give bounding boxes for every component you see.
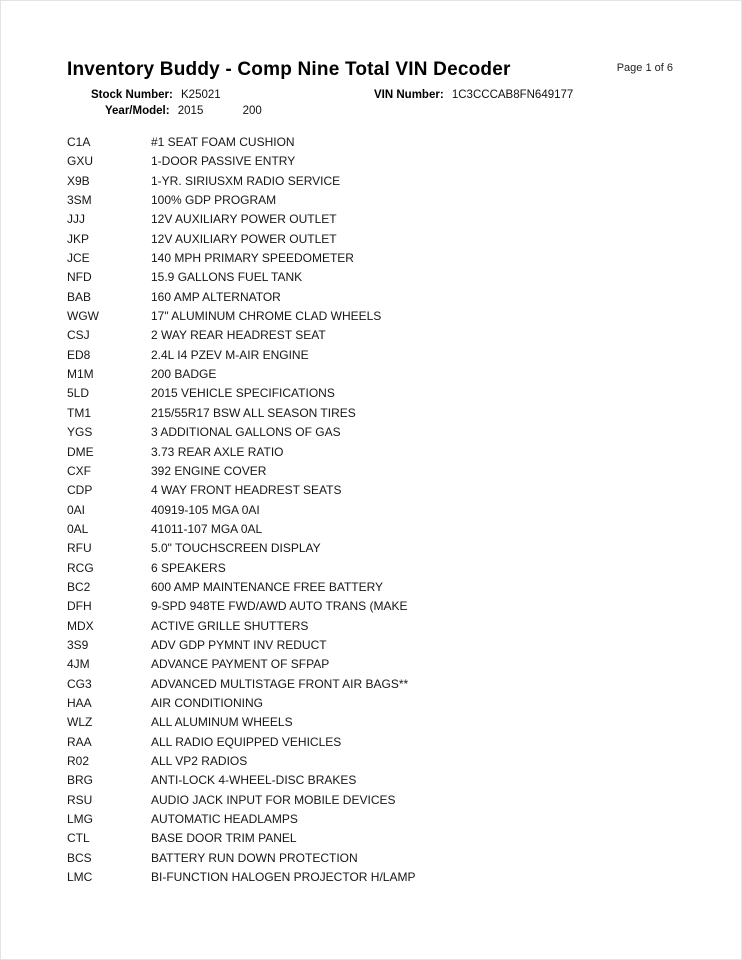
- feature-description: 200 BADGE: [151, 367, 217, 382]
- year-model-label: Year/Model:: [105, 105, 170, 117]
- table-row: [67, 307, 707, 326]
- feature-code: M1M: [67, 367, 94, 382]
- feature-description: 160 AMP ALTERNATOR: [151, 289, 281, 304]
- feature-description: BI-FUNCTION HALOGEN PROJECTOR H/LAMP: [151, 870, 416, 885]
- table-row: [67, 404, 707, 423]
- year-value: 2015: [177, 105, 204, 117]
- feature-description: 40919-105 MGA 0AI: [151, 502, 260, 517]
- table-row: [67, 752, 707, 771]
- feature-description: 100% GDP PROGRAM: [151, 193, 277, 208]
- feature-description: ANTI-LOCK 4-WHEEL-DISC BRAKES: [151, 773, 357, 788]
- table-row: [67, 152, 707, 171]
- feature-description: AUTOMATIC HEADLAMPS: [151, 812, 298, 827]
- page-content: [67, 59, 707, 887]
- stock-number-value: K25021: [181, 89, 221, 101]
- feature-list: [67, 133, 707, 887]
- table-row: [67, 655, 707, 674]
- table-row: [67, 249, 707, 268]
- table-row: [67, 539, 707, 558]
- feature-code: BC2: [67, 579, 91, 594]
- feature-description: ALL VP2 RADIOS: [151, 754, 248, 768]
- table-row: [67, 636, 707, 655]
- feature-description: 4 WAY FRONT HEADREST SEATS: [151, 483, 342, 498]
- table-row: [67, 133, 707, 152]
- feature-description: BASE DOOR TRIM PANEL: [151, 831, 297, 846]
- table-row: [67, 172, 707, 191]
- table-row: [67, 771, 707, 790]
- table-row: [67, 597, 707, 616]
- table-row: [67, 501, 707, 520]
- feature-code: CXF: [67, 463, 91, 478]
- feature-description: ADVANCE PAYMENT OF SFPAP: [151, 657, 330, 672]
- feature-description: ALL RADIO EQUIPPED VEHICLES: [151, 734, 342, 749]
- feature-code: DFH: [67, 599, 92, 614]
- meta-row-year-model: [105, 103, 707, 119]
- feature-code: 5LD: [67, 386, 90, 401]
- feature-code: TM1: [67, 405, 91, 420]
- feature-description: 1-DOOR PASSIVE ENTRY: [151, 154, 296, 169]
- vehicle-meta: [67, 87, 707, 119]
- feature-code: CG3: [67, 676, 92, 691]
- feature-code: BAB: [67, 289, 92, 304]
- table-row: [67, 423, 707, 442]
- feature-code: CDP: [67, 483, 93, 498]
- feature-description: 17" ALUMINUM CHROME CLAD WHEELS: [151, 309, 382, 324]
- feature-description: #1 SEAT FOAM CUSHION: [151, 135, 295, 149]
- feature-description: BATTERY RUN DOWN PROTECTION: [151, 850, 358, 865]
- feature-description: 392 ENGINE COVER: [151, 463, 267, 478]
- feature-code: RCG: [67, 560, 94, 575]
- feature-description: 215/55R17 BSW ALL SEASON TIRES: [151, 405, 356, 420]
- feature-code: HAA: [67, 695, 92, 710]
- vin-number-value: 1C3CCCAB8FN649177: [451, 89, 574, 101]
- table-row: [67, 829, 707, 848]
- feature-code: R02: [67, 754, 90, 768]
- feature-code: RFU: [67, 541, 92, 556]
- vin-number-label: VIN Number:: [374, 89, 444, 101]
- feature-description: ADVANCED MULTISTAGE FRONT AIR BAGS**: [151, 676, 409, 691]
- table-row: [67, 326, 707, 345]
- table-row: [67, 849, 707, 868]
- feature-description: 3 ADDITIONAL GALLONS OF GAS: [151, 425, 341, 440]
- feature-description: 12V AUXILIARY POWER OUTLET: [151, 231, 337, 246]
- feature-code: GXU: [67, 154, 94, 169]
- table-row: [67, 694, 707, 713]
- feature-code: BRG: [67, 773, 94, 788]
- feature-code: MDX: [67, 618, 94, 633]
- feature-description: 3.73 REAR AXLE RATIO: [151, 444, 284, 459]
- feature-code: CTL: [67, 831, 90, 846]
- table-row: [67, 443, 707, 462]
- feature-description: ALL ALUMINUM WHEELS: [151, 715, 293, 730]
- feature-description: AIR CONDITIONING: [151, 695, 264, 710]
- table-row: [67, 559, 707, 578]
- table-row: [67, 810, 707, 829]
- feature-code: 0AL: [67, 521, 89, 536]
- stock-number-label: Stock Number:: [91, 89, 173, 101]
- feature-code: JCE: [67, 251, 90, 266]
- table-row: [67, 230, 707, 249]
- feature-code: NFD: [67, 270, 92, 285]
- feature-code: DME: [67, 444, 94, 459]
- table-row: [67, 462, 707, 481]
- meta-row-stock-vin: [67, 87, 707, 103]
- feature-description: 2 WAY REAR HEADREST SEAT: [151, 328, 326, 343]
- feature-description: AUDIO JACK INPUT FOR MOBILE DEVICES: [151, 792, 396, 807]
- vin-number-group: [374, 87, 573, 103]
- feature-code: LMG: [67, 812, 94, 827]
- feature-code: ED8: [67, 347, 91, 362]
- feature-description: 9-SPD 948TE FWD/AWD AUTO TRANS (MAKE: [151, 599, 408, 614]
- feature-code: 4JM: [67, 657, 90, 672]
- page-number: Page 1 of 6: [616, 62, 673, 74]
- feature-description: 1-YR. SIRIUSXM RADIO SERVICE: [151, 173, 341, 188]
- feature-code: 3SM: [67, 193, 92, 208]
- feature-description: 5.0" TOUCHSCREEN DISPLAY: [151, 541, 321, 556]
- table-row: [67, 288, 707, 307]
- table-row: [67, 520, 707, 539]
- table-row: [67, 365, 707, 384]
- table-row: [67, 384, 707, 403]
- feature-description: 15.9 GALLONS FUEL TANK: [151, 270, 303, 285]
- feature-code: 0AI: [67, 502, 86, 517]
- table-row: [67, 617, 707, 636]
- table-row: [67, 210, 707, 229]
- feature-description: ACTIVE GRILLE SHUTTERS: [151, 618, 309, 633]
- feature-description: 2015 VEHICLE SPECIFICATIONS: [151, 386, 335, 401]
- page-title: Inventory Buddy - Comp Nine Total VIN Decoder: [67, 59, 511, 80]
- feature-code: YGS: [67, 425, 93, 440]
- table-row: [67, 733, 707, 752]
- feature-description: 600 AMP MAINTENANCE FREE BATTERY: [151, 579, 384, 594]
- feature-code: BCS: [67, 850, 92, 865]
- feature-code: 3S9: [67, 637, 89, 652]
- feature-code: WLZ: [67, 715, 93, 730]
- feature-code: RSU: [67, 792, 93, 807]
- feature-code: WGW: [67, 309, 99, 324]
- feature-description: 2.4L I4 PZEV M-AIR ENGINE: [151, 347, 309, 362]
- table-row: [67, 868, 707, 887]
- feature-description: 41011-107 MGA 0AL: [151, 521, 263, 536]
- model-value: 200: [242, 105, 262, 117]
- feature-description: 6 SPEAKERS: [151, 560, 226, 575]
- feature-code: JJJ: [67, 212, 85, 227]
- feature-description: 12V AUXILIARY POWER OUTLET: [151, 212, 337, 227]
- feature-description: ADV GDP PYMNT INV REDUCT: [151, 637, 327, 652]
- table-row: [67, 346, 707, 365]
- feature-description: 140 MPH PRIMARY SPEEDOMETER: [151, 251, 354, 266]
- table-row: [67, 791, 707, 810]
- stock-number-group: [91, 89, 221, 101]
- table-row: [67, 713, 707, 732]
- table-row: [67, 578, 707, 597]
- feature-code: C1A: [67, 135, 91, 149]
- document-header: [67, 59, 707, 81]
- feature-code: JKP: [67, 231, 90, 246]
- feature-code: CSJ: [67, 328, 90, 343]
- feature-code: X9B: [67, 173, 90, 188]
- feature-code: RAA: [67, 734, 92, 749]
- table-row: [67, 268, 707, 287]
- feature-code: LMC: [67, 870, 93, 885]
- table-row: [67, 675, 707, 694]
- table-row: [67, 191, 707, 210]
- table-row: [67, 481, 707, 500]
